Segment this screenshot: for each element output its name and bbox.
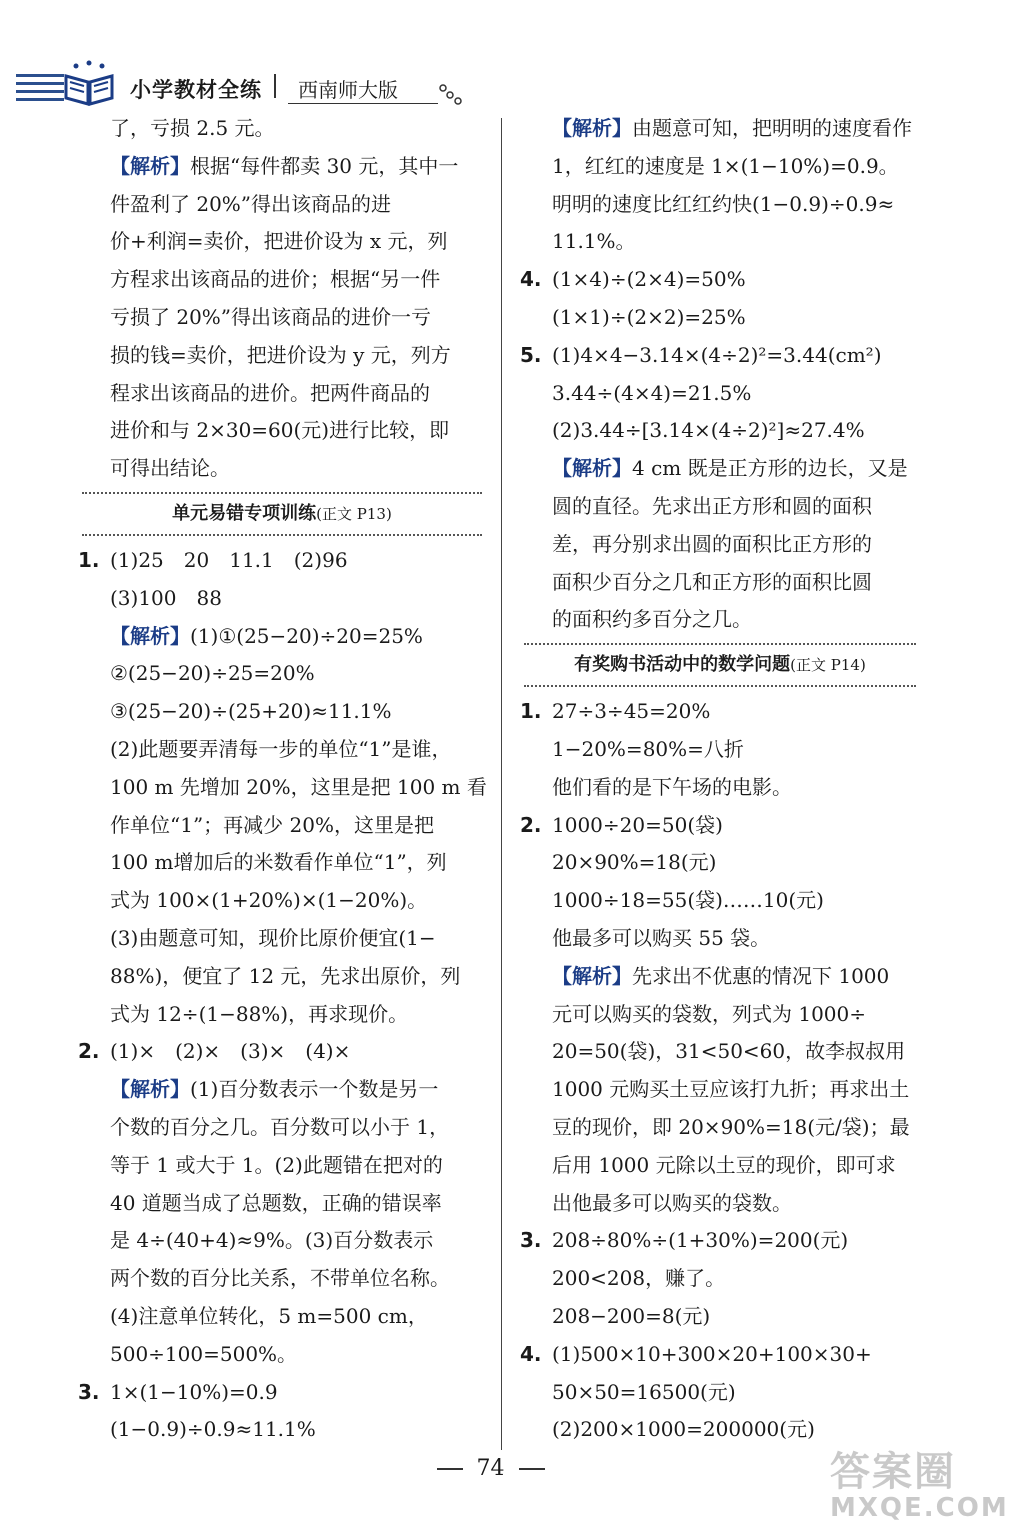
page-number: 74 xyxy=(476,1456,505,1481)
explanation-line xyxy=(82,148,482,186)
text-line: (1−0.9)÷0.9≈11.1% xyxy=(110,1417,316,1442)
text-line: 元可以购买的袋数，列式为 1000÷ xyxy=(552,1001,867,1026)
text: (1)百分数表示一个数是另一 xyxy=(190,1077,439,1102)
analysis-tag: 【解析】 xyxy=(552,456,632,481)
text-line: 他们看的是下午场的电影。 xyxy=(552,774,792,799)
question-line xyxy=(78,1033,482,1071)
section-title: 单元易错专项训练 xyxy=(172,502,317,524)
text-line: 11.1%。 xyxy=(552,229,636,254)
analysis-tag: 【解析】 xyxy=(110,1077,190,1102)
text-line: 20×90%=18(元) xyxy=(552,850,717,875)
question-line xyxy=(78,1374,482,1412)
text-line: (2)此题要弄清每一步的单位“1”是谁， xyxy=(110,736,452,761)
text-line: 20=50(袋)，31<50<60，故李叔叔用 xyxy=(552,1039,906,1064)
explanation-line xyxy=(524,958,916,996)
question-number: 2. xyxy=(78,1039,100,1064)
watermark-title: 答案圈 xyxy=(830,1449,956,1495)
text-line: 后用 1000 元除以土豆的现价，即可求 xyxy=(552,1152,896,1177)
question-number: 4. xyxy=(520,267,542,292)
text-line: 可得出结论。 xyxy=(110,456,230,481)
text: 208÷80%÷(1+30%)=200(元) xyxy=(552,1228,849,1253)
explanation-line xyxy=(524,450,916,488)
text-line: (2)200×1000=200000(元) xyxy=(552,1417,815,1442)
text: (1)25 20 11.1 (2)96 xyxy=(110,547,348,572)
column-divider xyxy=(501,118,502,1450)
text-line: 件盈利了 20%”得出该商品的进 xyxy=(110,191,392,216)
text-line: 100 m 先增加 20%，这里是把 100 m 看 xyxy=(110,774,487,799)
text-line: 500÷100=500%。 xyxy=(110,1341,298,1366)
text: 1000÷20=50(袋) xyxy=(552,812,723,837)
section-ref: (正文 P14) xyxy=(790,656,866,675)
text-line: 是 4÷(40+4)≈9%。(3)百分数表示 xyxy=(110,1228,434,1253)
text: 27÷3÷45=20% xyxy=(552,699,711,724)
question-line xyxy=(520,261,916,299)
text-line: 损的钱=卖价，把进价设为 y 元，列方 xyxy=(110,342,451,367)
header-ornament-icon xyxy=(438,82,464,108)
text-line: 等于 1 或大于 1。(2)此题错在把对的 xyxy=(110,1152,443,1177)
text-line: 1000 元购买土豆应该打九折；再求出土 xyxy=(552,1077,910,1102)
text-line: 了，亏损 2.5 元。 xyxy=(110,116,275,140)
text-line: 亏损了 20%”得出该商品的进价一亏 xyxy=(110,304,432,329)
question-number: 3. xyxy=(78,1379,100,1404)
header-separator xyxy=(274,74,276,98)
text-line: 豆的现价，即 20×90%=18(元/袋)；最 xyxy=(552,1114,910,1139)
text-line: 程求出该商品的进价。把两件商品的 xyxy=(110,380,430,405)
question-number: 5. xyxy=(520,342,542,367)
text-line: (1×1)÷(2×2)=25% xyxy=(552,304,746,329)
text-line: 两个数的百分比关系，不带单位名称。 xyxy=(110,1266,450,1291)
question-number: 3. xyxy=(520,1228,542,1253)
header-lines-decoration xyxy=(16,74,64,106)
text-line: (3)100 88 xyxy=(110,585,222,610)
text-line: 他最多可以购买 55 袋。 xyxy=(552,925,771,950)
question-number: 1. xyxy=(78,547,100,572)
text-line: 88%)，便宜了 12 元，先求出原价，列 xyxy=(110,963,461,988)
text: (1×4)÷(2×4)=50% xyxy=(552,267,746,292)
text-line: 200<208，赚了。 xyxy=(552,1266,726,1291)
text-line: 1000÷18=55(袋)……10(元) xyxy=(552,888,824,913)
text-line: 40 道题当成了总题数，正确的错误率 xyxy=(110,1190,442,1215)
text-line: 进价和与 2×30=60(元)进行比较，即 xyxy=(110,418,450,443)
text-line: (4)注意单位转化，5 m=500 cm， xyxy=(110,1303,428,1328)
text-line: ③(25−20)÷(25+20)≈11.1% xyxy=(110,699,392,724)
question-line xyxy=(520,337,916,375)
question-line xyxy=(78,542,482,580)
text-line: 明明的速度比红红约快(1−0.9)÷0.9≈ xyxy=(552,191,895,216)
footer-dash xyxy=(519,1468,545,1470)
text-line: 个数的百分之几。百分数可以小于 1， xyxy=(110,1114,450,1139)
analysis-tag: 【解析】 xyxy=(110,153,190,178)
text-line: 1−20%=80%=八折 xyxy=(552,736,744,761)
text: (1)500×10+300×20+100×30+ xyxy=(552,1341,872,1366)
text-line: (2)3.44÷[3.14×(4÷2)²]≈27.4% xyxy=(552,418,865,443)
text-line: 面积少百分之几和正方形的面积比圆 xyxy=(552,569,872,594)
analysis-tag: 【解析】 xyxy=(552,963,632,988)
footer-dash xyxy=(437,1468,463,1470)
text: 1×(1−10%)=0.9 xyxy=(110,1379,278,1404)
book-edition: 西南师大版 xyxy=(298,78,398,102)
text-line: 208−200=8(元) xyxy=(552,1303,711,1328)
text-line: 式为 100×(1+20%)×(1−20%)。 xyxy=(110,888,428,913)
question-number: 1. xyxy=(520,699,542,724)
text: (1)①(25−20)÷20=25% xyxy=(190,623,423,648)
header-rule xyxy=(288,103,438,104)
watermark xyxy=(830,1440,1009,1523)
text-line: 的面积约多百分之几。 xyxy=(552,607,752,632)
text-line: ②(25−20)÷25=20% xyxy=(110,661,315,686)
right-column xyxy=(520,110,916,1449)
question-line xyxy=(520,693,916,731)
text-line: 价+利润=卖价，把进价设为 x 元，列 xyxy=(110,229,448,254)
question-line xyxy=(520,1336,916,1374)
book-title: 小学教材全练 xyxy=(130,78,262,102)
text-line: 出他最多可以购买的袋数。 xyxy=(552,1190,792,1215)
question-number: 4. xyxy=(520,1341,542,1366)
watermark-url: MXQE.COM xyxy=(830,1493,1009,1523)
book-logo-icon xyxy=(62,58,118,108)
text-line: 3.44÷(4×4)=21.5% xyxy=(552,380,752,405)
text: 由题意可知，把明明的速度看作 xyxy=(632,116,912,140)
text-line: (3)由题意可知，现价比原价便宜(1− xyxy=(110,925,436,950)
question-number: 2. xyxy=(520,812,542,837)
text-line: 作单位“1”；再减少 20%，这里是把 xyxy=(110,812,434,837)
text: 根据“每件都卖 30 元，其中一 xyxy=(190,153,459,178)
section-title: 有奖购书活动中的数学问题 xyxy=(574,654,791,676)
text: 4 cm 既是正方形的边长，又是 xyxy=(632,456,908,481)
page-header xyxy=(0,0,981,110)
text-line: 50×50=16500(元) xyxy=(552,1379,736,1404)
text-line: 差，再分别求出圆的面积比正方形的 xyxy=(552,531,872,556)
text-line: 式为 12÷(1−88%)，再求现价。 xyxy=(110,1001,409,1026)
section-heading xyxy=(524,643,916,687)
left-column xyxy=(78,110,487,1449)
question-line xyxy=(520,807,916,845)
explanation-line xyxy=(82,1071,482,1109)
text: 先求出不优惠的情况下 1000 xyxy=(632,963,890,988)
text: (1)× (2)× (3)× (4)× xyxy=(110,1039,351,1064)
analysis-tag: 【解析】 xyxy=(110,623,190,648)
explanation-line xyxy=(82,618,482,656)
question-line xyxy=(520,1222,916,1260)
section-heading xyxy=(82,492,482,536)
text: (1)4×4−3.14×(4÷2)²=3.44(cm²) xyxy=(552,342,882,367)
explanation-line xyxy=(524,110,916,148)
text-line: 方程求出该商品的进价；根据“另一件 xyxy=(110,267,441,292)
section-ref: (正文 P13) xyxy=(316,504,392,523)
analysis-tag: 【解析】 xyxy=(552,116,632,140)
text-line: 圆的直径。先求出正方形和圆的面积 xyxy=(552,493,872,518)
text-line: 1，红红的速度是 1×(1−10%)=0.9。 xyxy=(552,153,899,178)
text-line: 100 m增加后的米数看作单位“1”，列 xyxy=(110,850,447,875)
